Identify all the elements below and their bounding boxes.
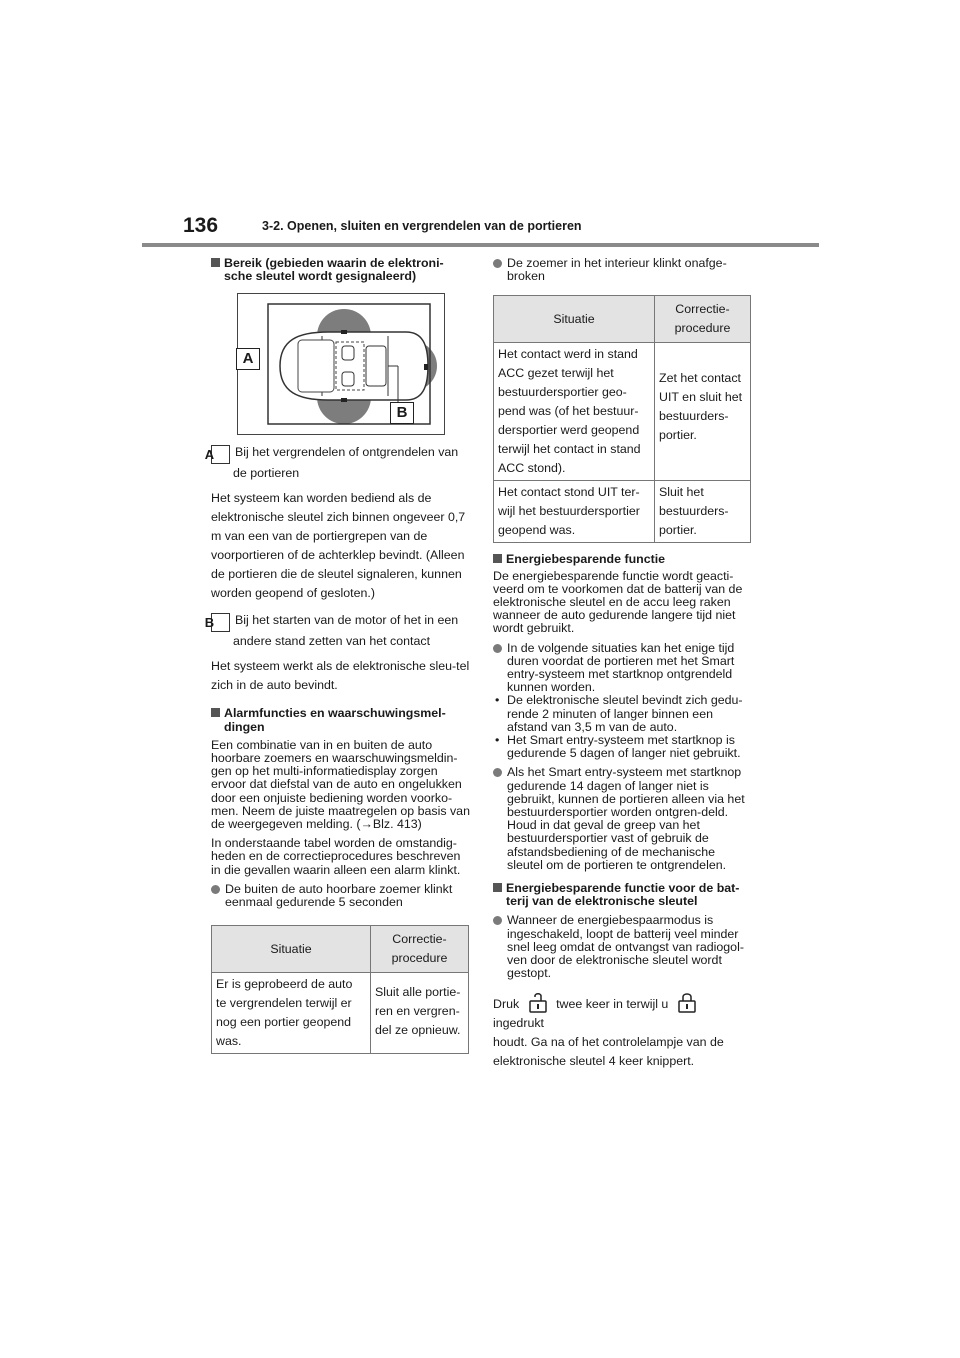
paragraph-alarms: Een combinatie van in en buiten de auto hoorbare zoemers en waarschuwingsmeldin-gen op het multi-informatiedisplay zorgen ervoor dat diefstal van de auto en ongelukken door een onjuiste bediening worden voorko-men. Neem de juiste maatregelen op basis van de weergegeven melding. (→Blz. 413) bbox=[211, 737, 470, 832]
heading-alarms: Alarmfuncties en waarschuwingsmel-dingen bbox=[211, 707, 471, 733]
section-title: 3-2. Openen, sluiten en vergrendelen van de portieren bbox=[262, 219, 582, 233]
label-a-badge: A bbox=[211, 445, 230, 464]
windshield bbox=[298, 340, 334, 392]
heading-battery-saving: Energiebesparende functie voor de bat-terij van de elektronische sleutel bbox=[493, 882, 749, 908]
heading-range: Bereik (gebieden waarin de elektroni-sche sleutel wordt gesignaleerd) bbox=[211, 257, 471, 283]
table2-situation-cell-2: Het contact stond UIT ter-wijl het bestuurdersportier geopend was. bbox=[494, 481, 655, 543]
diagram-label-b: B bbox=[390, 402, 414, 424]
unlock-icon bbox=[527, 991, 549, 1013]
alarm-table-2 bbox=[493, 295, 751, 543]
table2-situation-cell-1: Het contact werd in stand ACC gezet terwijl het bestuurdersportier geo-pend was (of het bestuur-dersportier werd geopend terwijl het contact in stand ACC stond). bbox=[494, 343, 655, 481]
table1-header-procedure: Correctie-procedure bbox=[371, 926, 469, 973]
square-bullet-icon bbox=[211, 258, 220, 267]
bullet-delay: In de volgende situaties kan het enige tijd duren voordat de portieren met het Smart entry-systeem met startknop ontgrendeld kunnen worden. bbox=[493, 642, 749, 695]
paragraph-table-intro: In onderstaande tabel worden de omstandig-heden en de correctieprocedures beschreven in die gevallen waarin alleen een alarm klinkt. bbox=[211, 836, 461, 877]
lock-icon bbox=[676, 991, 698, 1013]
rear-seat bbox=[366, 346, 386, 386]
bullet-energy-mode: Wanneer de energiebespaarmodus is ingeschakeld, loopt de batterij veel minder snel leeg omdat de ontvangst van radiogol-ven door de elektronische sleutel wordt gestopt. bbox=[493, 914, 749, 980]
paragraph-check-light: houdt. Ga na of het controlelampje van de elektronische sleutel 4 keer knippert. bbox=[493, 1034, 724, 1068]
diagram-label-a: A bbox=[236, 348, 260, 370]
table1-procedure-cell: Sluit alle portie-ren en vergren-del ze opnieuw. bbox=[371, 973, 469, 1054]
table1-header-situation: Situatie bbox=[212, 926, 371, 973]
table2-header-procedure: Correctie-procedure bbox=[655, 296, 751, 343]
square-bullet-icon bbox=[211, 708, 220, 717]
table2-procedure-cell-1: Zet het contact UIT en sluit het bestuurders-portier. bbox=[655, 343, 751, 481]
range-diagram bbox=[237, 293, 445, 435]
label-b-badge: B bbox=[211, 613, 230, 632]
right-column bbox=[493, 257, 749, 1071]
paragraph-inside: Het systeem werkt als de elektronische sleu-tel zich in de auto bevindt. bbox=[211, 659, 470, 693]
bullet-outside-buzzer: De buiten de auto hoorbare zoemer klinkt eenmaal gedurende 5 seconden bbox=[211, 883, 471, 909]
table2-procedure-cell-2: Sluit het bestuurders-portier. bbox=[655, 481, 751, 543]
heading-energy-saving: Energiebesparende functie bbox=[493, 553, 749, 566]
square-bullet-icon bbox=[493, 554, 502, 563]
seat-front-left bbox=[342, 346, 354, 360]
bullet-14-days: Als het Smart entry-systeem met startknop gedurende 14 dagen of langer niet is gebruikt, kunnen de portieren alleen via het bestuurdersportier worden ontgren-deld. Houd in dat geval de greep van het bestuurdersportier vast of gebruik de afstandsbediening of de mechanische sleutel om de portieren te ontgrendelen. bbox=[493, 766, 749, 872]
table2-header-situation: Situatie bbox=[494, 296, 655, 343]
paragraph-instructions: Druk twee keer in terwijl u ingedrukt bbox=[493, 991, 749, 1033]
item-b: B Bij het starten van de motor of het in een andere stand zetten van het contact bbox=[204, 613, 459, 649]
dash-item-2: • Het Smart entry-systeem met startknop is gedurende 5 dagen of langer niet gebruikt. bbox=[493, 734, 749, 760]
paragraph-energy-saving: De energiebesparende functie wordt geacti-veerd om te voorkomen dat de batterij van de elektronische sleutel en de accu leeg raken wanneer de auto gedurende langere tijd niet wordt gebruikt. bbox=[493, 568, 743, 636]
alarm-table-1 bbox=[211, 925, 469, 1054]
paragraph-range: Het systeem kan worden bediend als de elektronische sleutel zich binnen ongeveer 0,7 m van een van de portiergrepen van de voorportieren of de achterklep bevindt. (Alleen de portieren die de sleutel signaleren, kunnen worden geopend of gesloten.) bbox=[211, 491, 466, 601]
dash-item-1: • De elektronische sleutel bevindt zich gedu-rende 2 minuten of langer binnen een afstand van 3,5 m van de auto. bbox=[493, 694, 749, 734]
left-column bbox=[204, 256, 471, 1054]
bullet-interior-buzzer: De zoemer in het interieur klinkt onafge-broken bbox=[493, 257, 749, 283]
page-number: 136 bbox=[183, 214, 219, 237]
header-rule bbox=[142, 243, 819, 247]
seat-front-right bbox=[342, 372, 354, 386]
square-bullet-icon bbox=[493, 883, 502, 892]
item-a: A Bij het vergrendelen of ontgrendelen van de portieren bbox=[204, 445, 459, 481]
table1-situation-cell: Er is geprobeerd de auto te vergrendelen terwijl er nog een portier geopend was. bbox=[212, 973, 371, 1054]
